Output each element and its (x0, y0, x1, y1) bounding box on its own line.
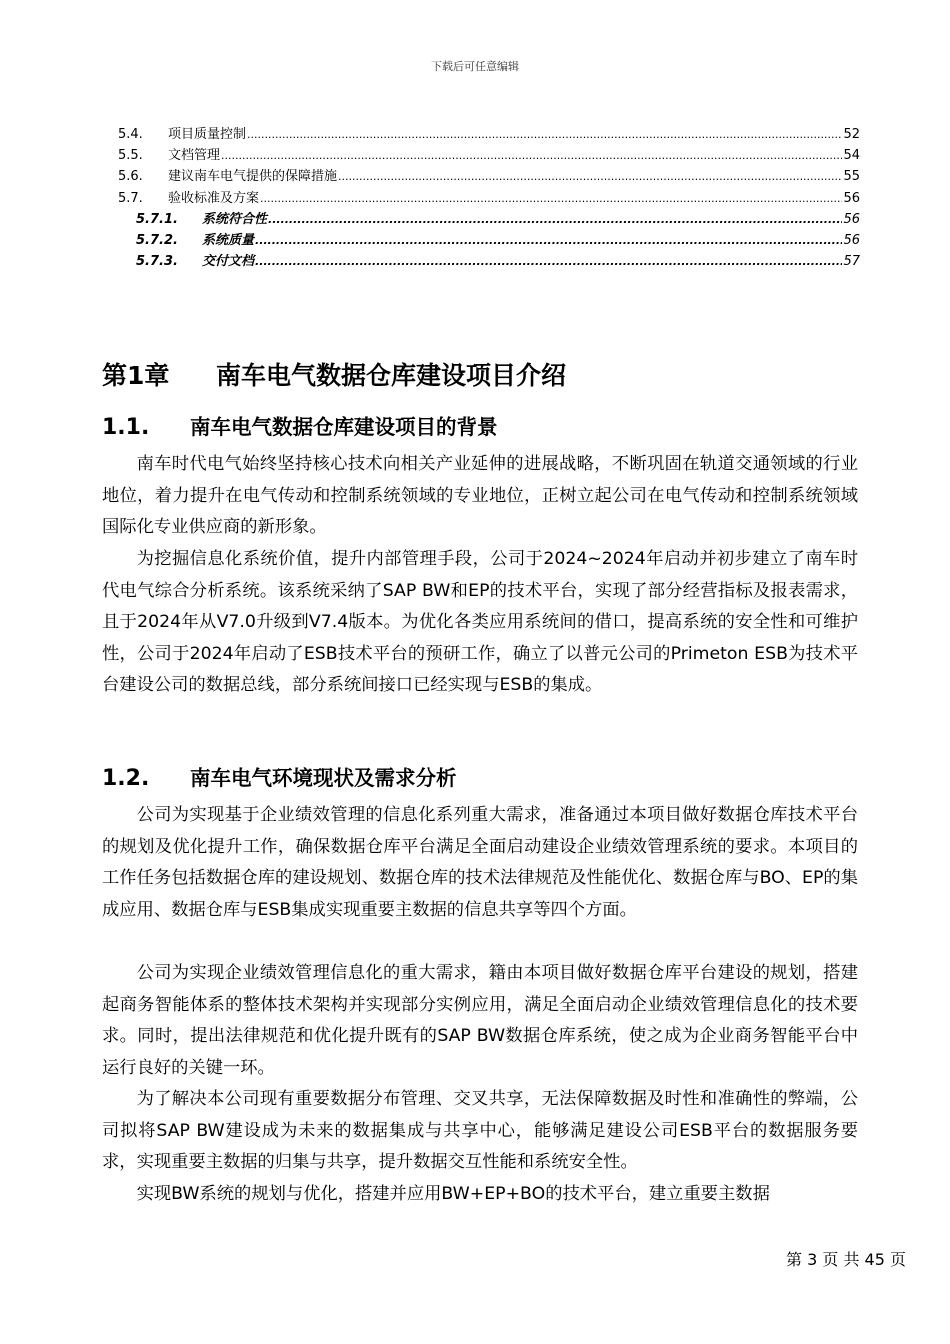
toc-entry-5-6[interactable] (118, 166, 860, 187)
toc-entry-5-4[interactable] (118, 124, 860, 145)
toc-title: 系统质量 (202, 232, 255, 248)
toc-leader-dots (255, 230, 842, 251)
toc-entry-5-7-1[interactable] (118, 209, 860, 230)
toc-entry-5-7[interactable] (118, 188, 860, 209)
toc-number: 5.7.1. (136, 211, 178, 227)
paragraph: 实现BW系统的规划与优化，搭建并应用BW+EP+BO的技术平台，建立重要主数据 (136, 1184, 770, 1204)
paragraph: 南车时代电气始终坚持核心技术向相关产业延伸的进展战略，不断巩固在轨道交通领域的行业地位，着力提升在电气传动和控制系统领域的专业地位，正树立起公司在电气传动和控制系统领域国际化专业供应商的新形象。 (102, 454, 858, 537)
toc-entry-5-5[interactable] (118, 145, 860, 166)
toc-title: 交付文档 (202, 254, 255, 270)
section-heading-1-2 (102, 761, 457, 791)
toc-page-number: 54 (843, 148, 860, 164)
toc-leader-dots (338, 166, 842, 187)
page-header: 下载后可任意编辑 (431, 60, 519, 73)
toc-number: 5.4. (118, 127, 143, 142)
toc-page-number: 56 (843, 232, 860, 248)
section-number: 1.2. (102, 766, 150, 791)
toc-number: 5.5. (118, 148, 143, 164)
paragraph: 公司为实现企业绩效管理信息化的重大需求，籍由本项目做好数据仓库平台建设的规划，搭建起商务智能体系的整体技术架构并实现部分实例应用，满足全面启动企业绩效管理信息化的技术要求。同时，提出法律规范和优化提升既有的SAP BW数据仓库系统，使之成为企业商务智能平台中运行良好的关键一环。 (102, 963, 858, 1078)
toc-page-number: 56 (843, 190, 860, 206)
section-number: 1.1. (102, 415, 150, 440)
section-heading-1-1 (102, 410, 498, 440)
toc-number: 5.7.2. (136, 232, 178, 248)
paragraph: 为挖掘信息化系统价值，提升内部管理手段，公司于2024~2024年启动并初步建立了南车时代电气综合分析系统。该系统采纳了SAP BW和EP的技术平台，实现了部分经营指标及报表需求，且于2024年从V7.0升级到V7.4版本。为优化各类应用系统间的借口，提高系统的安全性和可维护性，公司于2024年启动了ESB技术平台的预研工作，确立了以普元公司的Primeton ESB为技术平台建设公司的数据总线，部分系统间接口已经实现与ESB的集成。 (102, 549, 858, 695)
page-footer: 第 3 页 共 45 页 (786, 1250, 906, 1269)
toc-leader-dots (268, 209, 842, 230)
toc-number: 5.7.3. (136, 254, 178, 270)
toc-title: 文档管理 (168, 148, 221, 164)
section-title: 南车电气数据仓库建设项目的背景 (190, 415, 498, 439)
toc-page-number: 55 (843, 169, 860, 185)
toc-entry-5-7-2[interactable] (118, 230, 860, 251)
toc-number: 5.6. (118, 169, 143, 185)
toc-page-number: 56 (843, 211, 860, 227)
toc-leader-dots (255, 251, 842, 272)
section-title: 南车电气环境现状及需求分析 (190, 766, 457, 790)
toc-leader-dots (260, 188, 842, 209)
toc-page-number: 52 (843, 127, 860, 142)
toc-leader-dots (247, 124, 842, 145)
chapter-number: 第1章 (102, 361, 170, 390)
toc-number: 5.7. (118, 190, 143, 206)
toc-leader-dots (221, 145, 842, 166)
paragraph: 为了解决本公司现有重要数据分布管理、交叉共享，无法保障数据及时性和准确性的弊端，公司拟将SAP BW建设成为未来的数据集成与共享中心，能够满足建设公司ESB平台的数据服务要求，实现重要主数据的归集与共享，提升数据交互性能和系统安全性。 (102, 1089, 858, 1172)
chapter-heading (102, 356, 566, 392)
toc-page-number: 57 (843, 254, 860, 270)
paragraph: 公司为实现基于企业绩效管理的信息化系列重大需求，准备通过本项目做好数据仓库技术平台的规划及优化提升工作，确保数据仓库平台满足全面启动建设企业绩效管理系统的要求。本项目的工作任务包括数据仓库的建设规划、数据仓库的技术法律规范及性能优化、数据仓库与BO、EP的集成应用、数据仓库与ESB集成实现重要主数据的信息共享等四个方面。 (102, 805, 858, 920)
toc-entry-5-7-3[interactable] (118, 251, 860, 272)
chapter-title: 南车电气数据仓库建设项目介绍 (216, 361, 567, 390)
toc-title: 验收标准及方案 (168, 190, 260, 206)
toc-title: 项目质量控制 (168, 127, 247, 142)
toc-title: 建议南车电气提供的保障措施 (168, 169, 338, 185)
table-of-contents (118, 124, 860, 272)
toc-title: 系统符合性 (202, 211, 268, 227)
